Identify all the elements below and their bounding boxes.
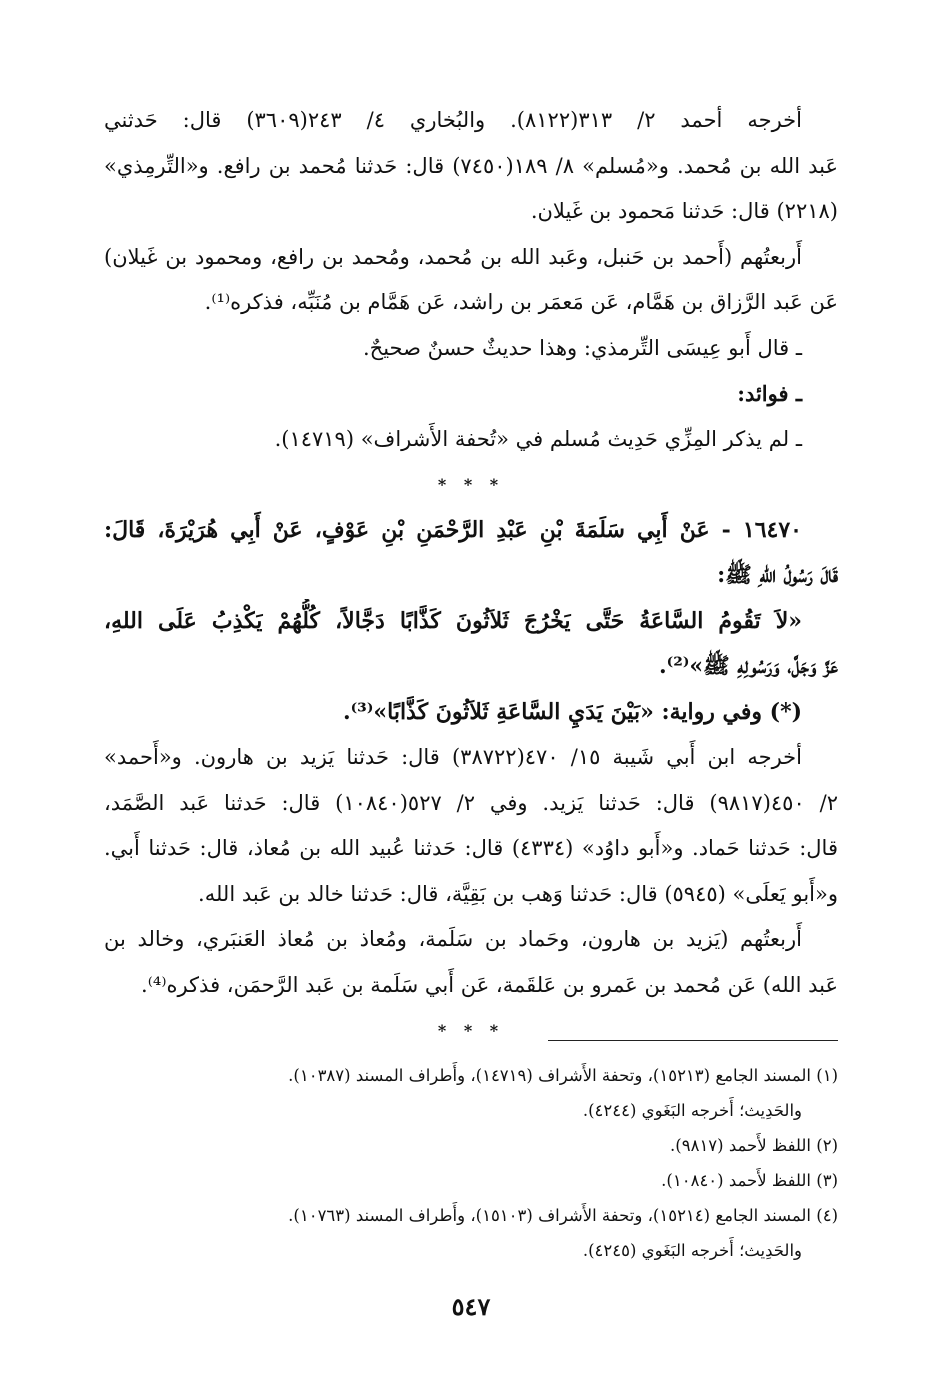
- text-line: (٢٢١٨) قال: حَدثنا مَحمود بن غَيلان.: [530, 199, 838, 223]
- section-separator: * * *: [437, 1021, 505, 1040]
- text-line: ـ لم يذكر المِزِّي حَدِيث مُسلم في «تُحفة الأَشراف» (١٤٧١٩).: [274, 426, 802, 451]
- footnote-separator: [548, 1040, 838, 1041]
- footnotes: [104, 1058, 838, 1268]
- section-separator: * * *: [437, 475, 505, 494]
- text-line: (*) وفي رواية: «بَيْنَ يَدَيِ السَّاعَةِ ثَلاَثُونَ كَذَّابًا»⁽³⁾.: [342, 698, 802, 725]
- text-line: «لاَ تَقُومُ السَّاعَةُ حَتَّى يَخْرُجَ ثَلاَثُونَ كَذَّابًا دَجَّالاً، كُلُّهُمْ يَكْذِبُ عَلَى اللهِ،: [104, 607, 802, 634]
- footnote-line: (٤) المسند الجامع (١٥٢١٤)، وتحفة الأَشراف (١٥١٠٣)، وأَطراف المسند (١٠٧٦٣).: [288, 1206, 838, 1225]
- footnote-line: (١) المسند الجامع (١٥٢١٣)، وتحفة الأَشراف (١٤٧١٩)، وأَطراف المسند (١٠٣٨٧).: [288, 1066, 838, 1085]
- text-line: عَزَّ وَجَلَّ، وَرَسُولِهِ ﷺ»⁽²⁾.: [658, 653, 838, 679]
- page-number: ٥٤٧: [451, 1292, 491, 1321]
- text-line: قَالَ رَسُولُ اللهِ ﷺ:: [717, 562, 838, 588]
- footnote-line: (٣) اللفظ لأَحمد (١٠٨٤٠).: [661, 1171, 838, 1190]
- text-line: أخرجه ابن أَبي شَيبة ١٥/ ٤٧٠(٣٨٧٢٢) قال: حَدثنا يَزيد بن هارون. و«أَحمد»: [104, 745, 802, 769]
- text-line: ـ قال أَبو عِيسَى التِّرمذي: وهذا حديثٌ حسنٌ صحيحٌ.: [362, 335, 802, 360]
- text-line: أخرجه أحمد ٢/ ٣١٣(٨١٢٢). والبُخاري ٤/ ٢٤٣(٣٦٠٩) قال: حَدثني: [104, 108, 802, 132]
- text-line: أَربعتُهم (يَزيد بن هارون، وحَماد بن سَلَمة، ومُعاذ بن مُعاذ العَنبَري، وخالد بن: [104, 927, 802, 951]
- text-line: ١٦٤٧٠ - عَنْ أَبِي سَلَمَةَ بْنِ عَبْدِ الرَّحْمَنِ بْنِ عَوْفٍ، عَنْ أَبِي هُرَيْرَةَ، قَالَ:: [104, 516, 802, 543]
- text-line: ٢/ ٤٥٠(٩٨١٧) قال: حَدثنا يَزيد. وفي ٢/ ٥٢٧(١٠٨٤٠) قال: حَدثنا عَبد الصَّمَد،: [104, 790, 838, 815]
- footnote-line: (٢) اللفظ لأَحمد (٩٨١٧).: [670, 1136, 838, 1155]
- main-text: [104, 98, 838, 1054]
- footnote-line: والحَدِيث؛ أَخرجه البَغَوي (٤٢٤٥).: [582, 1241, 802, 1260]
- footnote-line: والحَدِيث؛ أَخرجه البَغَوي (٤٢٤٤).: [582, 1101, 802, 1120]
- text-line: عَبد الله بن مُحمد. و«مُسلم» ٨/ ١٨٩(٧٤٥٠) قال: حَدثنا مُحمد بن رافع. و«التِّرمِذي»: [104, 153, 838, 178]
- text-line: ـ فوائد:: [737, 381, 802, 406]
- text-line: أَربعتُهم (أَحمد بن حَنبل، وعَبد الله بن مُحمد، ومُحمد بن رافع، ومحمود بن غَيلان): [104, 244, 802, 269]
- text-line: و«أَبو يَعلَى» (٥٩٤٥) قال: حَدثنا وَهب بن بَقِيَّة، قال: حَدثنا خالد بن عَبد الله.: [198, 881, 838, 906]
- text-line: عَبد الله) عَن مُحمد بن عَمرو بن عَلقَمة، عَن أَبي سَلَمة بن عَبد الرَّحمَن، فذكره⁽⁴⁾.: [141, 972, 838, 997]
- text-line: عَن عَبد الرَّزاق بن هَمَّام، عَن مَعمَر بن راشد، عَن هَمَّام بن مُنَبِّه، فذكره⁽¹⁾.: [204, 290, 838, 314]
- text-line: قال: حَدثنا حَماد. و«أَبو داوُد» (٤٣٣٤) قال: حَدثنا عُبيد الله بن مُعاذ، قال: حَدثنا أَبي.: [104, 836, 838, 860]
